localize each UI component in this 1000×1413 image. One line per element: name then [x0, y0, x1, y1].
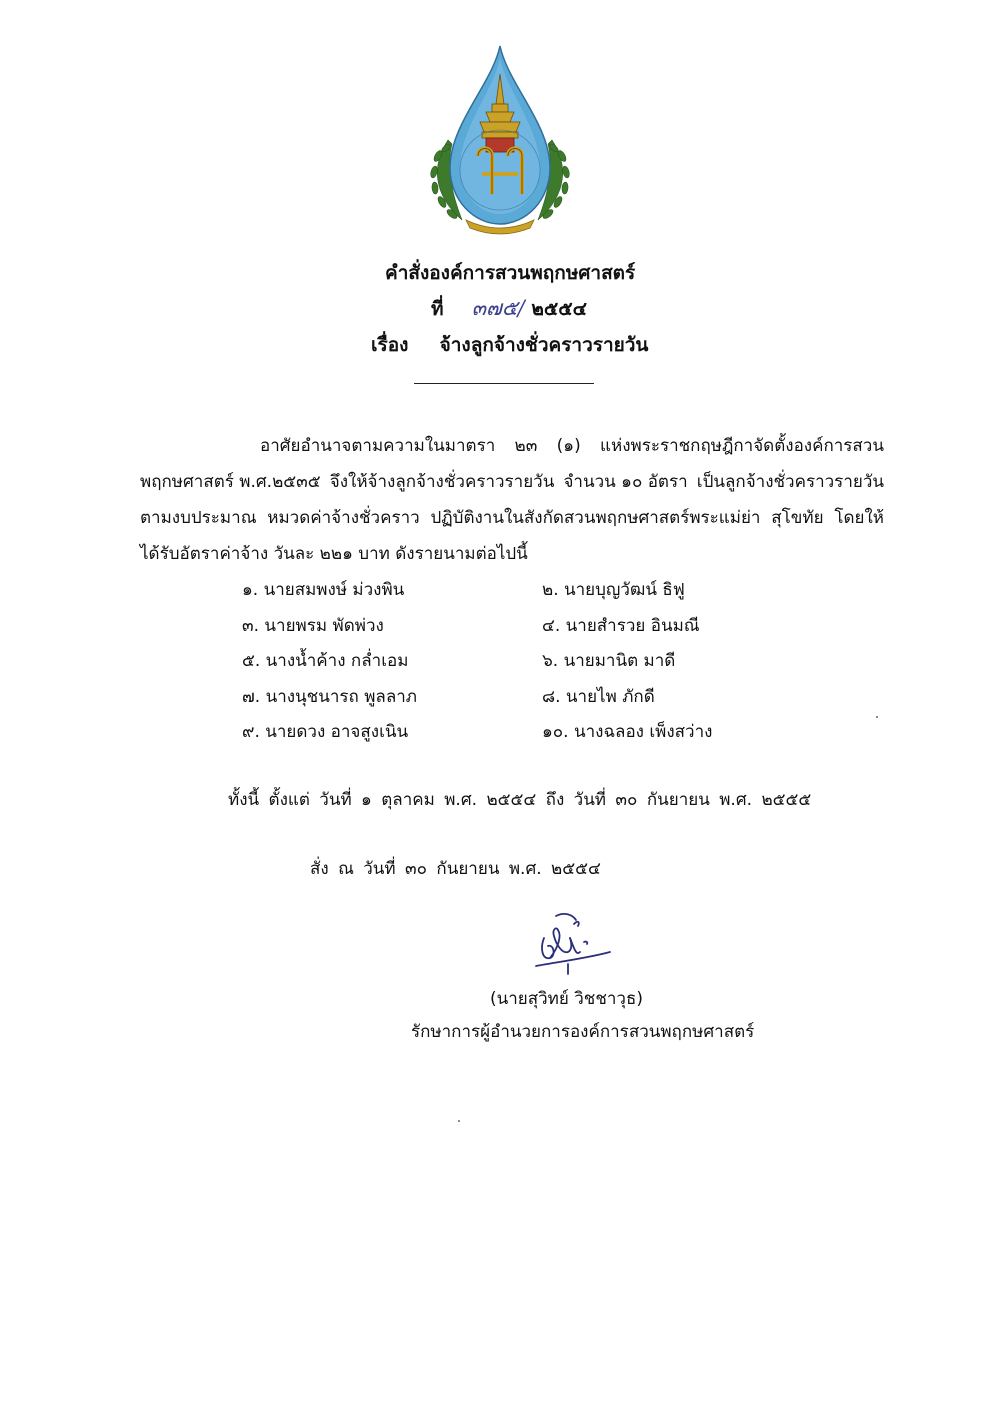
body-line-1 [140, 428, 884, 464]
employee-name: ๖. นายมานิต มาดี [542, 651, 676, 672]
body-text: (๑) [556, 436, 581, 456]
signer-name: (นายสุวิทย์ วิชชาวุธ) [490, 989, 643, 1009]
title-divider [414, 383, 594, 384]
body-text: จำนวน ๑๐ อัตรา [563, 472, 688, 492]
order-date: สั่ง ณ วันที่ ๓๐ กันยายน พ.ศ. ๒๕๕๔ [310, 859, 601, 879]
employee-name: ๕. นางน้ำค้าง กล่ำเอม [242, 651, 409, 672]
body-text: พฤกษศาสตร์ พ.ศ.๒๕๓๕ [140, 472, 321, 492]
scan-speck [458, 1120, 460, 1122]
body-text: อาศัยอำนาจตามความในมาตรา [260, 436, 496, 456]
subject-label: เรื่อง [371, 334, 409, 356]
list-item [242, 714, 842, 750]
body-text: ๒๓ [514, 436, 538, 456]
body-line-3 [140, 500, 884, 536]
employee-name: ๒. นายบุญวัฒน์ ธิฟู [542, 580, 685, 601]
body-text: สุโขทัย [771, 508, 824, 528]
employee-name: ๔. นายสำรวย อินมณี [542, 615, 700, 636]
body-text: ปฏิบัติงานในสังกัดสวนพฤกษศาสตร์พระแม่ย่า [430, 508, 761, 528]
organization-emblem-logo [422, 44, 578, 236]
order-number-year: ๒๕๕๔ [531, 298, 588, 320]
employee-name: ๗. นางนุชนารถ พูลลาภ [242, 686, 418, 707]
signer-position: รักษาการผู้อำนวยการองค์การสวนพฤกษศาสตร์ [411, 1022, 755, 1042]
employee-name: ๘. นายไพ ภักดี [542, 686, 655, 707]
subject-text: จ้างลูกจ้างชั่วคราวรายวัน [439, 334, 649, 356]
employee-name: ๙. นายดวง อาจสูงเนิน [242, 722, 409, 743]
order-number-row [431, 292, 587, 325]
body-text: โดยให้ [834, 508, 884, 528]
order-number-handwritten: ๓๗๕/ [471, 296, 525, 320]
body-text: เป็นลูกจ้างชั่วคราวรายวัน [696, 472, 884, 492]
list-item [242, 572, 842, 608]
list-item [242, 608, 842, 644]
list-item [242, 643, 842, 679]
employee-name: ๑. นายสมพงษ์ ม่วงพิน [242, 580, 405, 601]
body-text: ได้รับอัตราค่าจ้าง วันละ ๒๒๑ บาท ดังรายนามต่อไปนี้ [140, 544, 528, 564]
employee-name-list [242, 572, 842, 750]
body-line-2 [140, 464, 884, 500]
body-paragraph [140, 428, 884, 572]
body-text: จึงให้จ้างลูกจ้างชั่วคราวรายวัน [329, 472, 555, 492]
order-title: คำสั่งองค์การสวนพฤกษศาสตร์ [385, 262, 636, 284]
employee-name: ๓. นายพรม พัดพ่วง [242, 615, 384, 636]
employee-name: ๑๐. นางฉลอง เพ็งสว่าง [542, 722, 713, 743]
order-number-label: ที่ [431, 298, 444, 320]
employment-period: ทั้งนี้ ตั้งแต่ วันที่ ๑ ตุลาคม พ.ศ. ๒๕๕๔ ถึง วันที่ ๓๐ กันยายน พ.ศ. ๒๕๕๕ [228, 790, 812, 810]
handwritten-signature [528, 908, 618, 980]
scan-speck [876, 716, 878, 718]
list-item [242, 679, 842, 715]
body-text: ตามงบประมาณ [140, 508, 257, 528]
body-text: หมวดค่าจ้างชั่วคราว [267, 508, 420, 528]
body-text: แห่งพระราชกฤษฎีกาจัดตั้งองค์การสวน [600, 436, 884, 456]
body-line-4 [140, 536, 884, 572]
subject-row [371, 330, 648, 360]
